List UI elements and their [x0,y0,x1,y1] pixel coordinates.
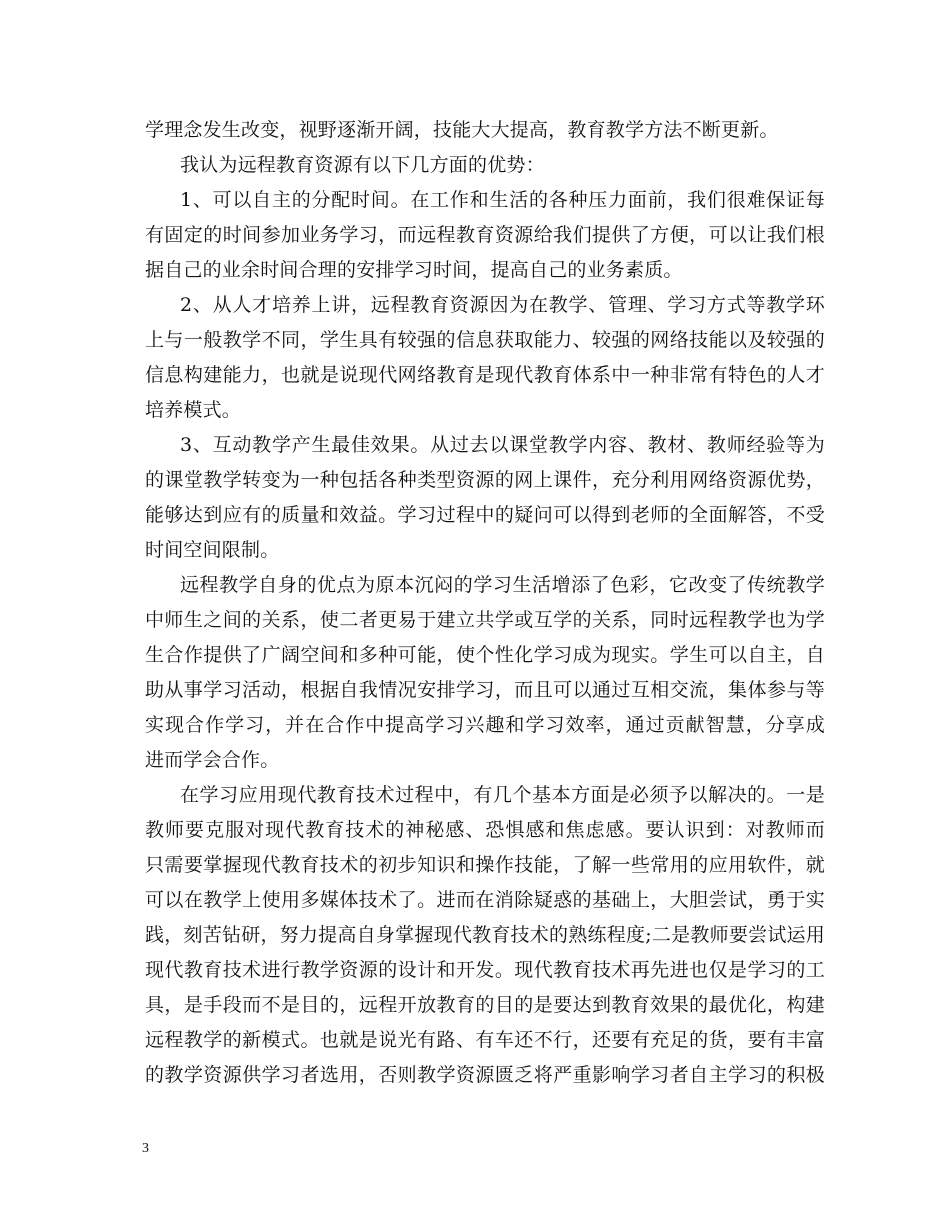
text-line: 有固定的时间参加业务学习，而远程教育资源给我们提供了方便，可以让我们根 [145,224,825,246]
text-line: 只需要掌握现代教育技术的初步知识和操作技能，了解一些常用的应用软件，就 [145,854,825,876]
text-line: 助从事学习活动，根据自我情况安排学习，而且可以通过互相交流，集体参与等 [145,679,825,701]
text-line: 时间空间限制。 [145,539,280,561]
text-line: 的课堂教学转变为一种包括各种类型资源的网上课件，充分利用网络资源优势， [145,469,825,491]
text-line: 远程教学的新模式。也就是说光有路、有车还不行，还要有充足的货，要有丰富 [145,1029,825,1051]
text-line: 教师要克服对现代教育技术的神秘感、恐惧感和焦虑感。要认识到：对教师而 [145,819,825,841]
text-line: 培养模式。 [145,399,242,421]
text-line: 1、可以自主的分配时间。在工作和生活的各种压力面前，我们很难保证每 [180,189,825,211]
text-line: 的教学资源供学习者选用，否则教学资源匮乏将严重影响学习者自主学习的积极 [145,1064,825,1086]
text-line: 学理念发生改变，视野逐渐开阔，技能大大提高，教育教学方法不断更新。 [145,119,779,141]
text-line: 在学习应用现代教育技术过程中，有几个基本方面是必须予以解决的。一是 [180,784,825,806]
page-number: 3 [142,1141,149,1156]
text-line: 进而学会合作。 [145,749,280,771]
text-line: 生合作提供了广阔空间和多种可能，使个性化学习成为现实。学生可以自主，自 [145,644,825,666]
text-line: 据自己的业余时间合理的安排学习时间，提高自己的业务素质。 [145,259,683,281]
text-line: 具，是手段而不是目的，远程开放教育的目的是要达到教育效果的最优化，构建 [145,994,825,1016]
text-line: 现代教育技术进行教学资源的设计和开发。现代教育技术再先进也仅是学习的工 [145,959,825,981]
text-line: 践，刻苦钻研，努力提高自身掌握现代教育技术的熟练程度;二是教师要尝试运用 [145,924,825,946]
text-line: 能够达到应有的质量和效益。学习过程中的疑问可以得到老师的全面解答，不受 [145,504,825,526]
text-line: 实现合作学习，并在合作中提高学习兴趣和学习效率，通过贡献智慧，分享成 [145,714,825,736]
text-line: 可以在教学上使用多媒体技术了。进而在消除疑惑的基础上，大胆尝试，勇于实 [145,889,825,911]
text-line: 上与一般教学不同，学生具有较强的信息获取能力、较强的网络技能以及较强的 [145,329,825,351]
text-line: 中师生之间的关系，使二者更易于建立共学或互学的关系，同时远程教学也为学 [145,609,825,631]
text-line: 远程教学自身的优点为原本沉闷的学习生活增添了色彩，它改变了传统教学 [180,574,825,596]
text-line: 信息构建能力，也就是说现代网络教育是现代教育体系中一种非常有特色的人才 [145,364,825,386]
text-line: 3、互动教学产生最佳效果。从过去以课堂教学内容、教材、教师经验等为 [180,434,825,456]
text-line: 我认为远程教育资源有以下几方面的优势： [180,154,545,176]
text-line: 2、从人才培养上讲，远程教育资源因为在教学、管理、学习方式等教学环 [180,294,825,316]
